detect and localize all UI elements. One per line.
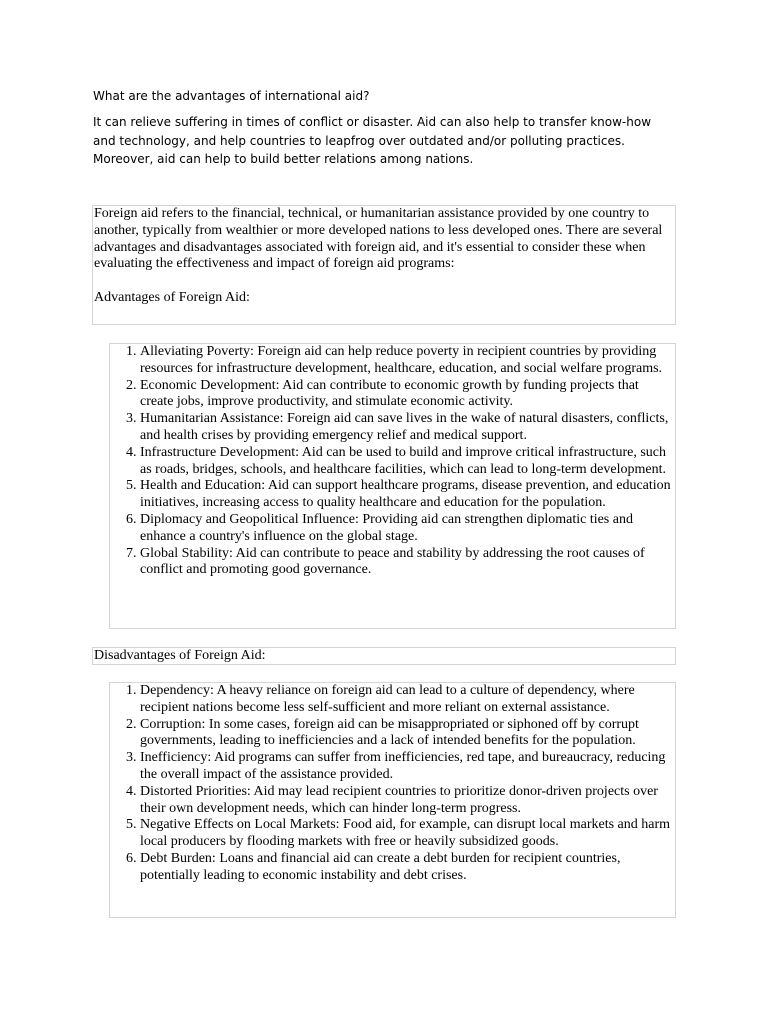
disadvantages-heading: Disadvantages of Foreign Aid: (92, 647, 676, 665)
disadvantages-list (110, 683, 675, 885)
disadvantages-list-box (109, 682, 676, 918)
list-item: 2. Corruption: In some cases, foreign aid can be misappropriated or siphoned off by corrupt governments, leading to inefficiencies and a lack of intended benefits for the population. (140, 717, 671, 751)
advantages-list-box (109, 343, 676, 629)
list-item: 6. Debt Burden: Loans and financial aid can create a debt burden for recipient countries, potentially leading to economic instability and debt crises. (140, 851, 671, 885)
question-heading: What are the advantages of international aid? (93, 89, 370, 103)
list-item: 1. Dependency: A heavy reliance on foreign aid can lead to a culture of dependency, where recipient nations become less self-sufficient and more reliant on external assistance. (140, 683, 671, 717)
list-item: 1. Alleviating Poverty: Foreign aid can help reduce poverty in recipient countries by providing resources for infrastructure development, healthcare, education, and social welfare programs. (140, 344, 671, 378)
list-item: 5. Health and Education: Aid can support healthcare programs, disease prevention, and education initiatives, increasing access to quality healthcare and education for the population. (140, 478, 671, 512)
list-item: 5. Negative Effects on Local Markets: Food aid, for example, can disrupt local markets and harm local producers by flooding markets with free or heavily subsidized goods. (140, 817, 671, 851)
list-item: 6. Diplomacy and Geopolitical Influence: Providing aid can strengthen diplomatic ties and enhance a country's influence on the global stage. (140, 512, 671, 546)
intro-section (92, 205, 676, 325)
answer-paragraph: It can relieve suffering in times of conflict or disaster. Aid can also help to transfer know-how and technology, and help countries to leapfrog over outdated and/or polluting practices. Moreover, aid can help to build better relations among nations. (93, 115, 652, 166)
advantages-list (110, 344, 675, 579)
list-item: 4. Distorted Priorities: Aid may lead recipient countries to prioritize donor-driven projects over their own development needs, which can hinder long-term progress. (140, 784, 671, 818)
list-item: 7. Global Stability: Aid can contribute to peace and stability by addressing the root causes of conflict and promoting good governance. (140, 546, 671, 580)
list-item: 4. Infrastructure Development: Aid can be used to build and improve critical infrastructure, such as roads, bridges, schools, and healthcare facilities, which can lead to long-term development. (140, 445, 671, 479)
list-item: 2. Economic Development: Aid can contribute to economic growth by funding projects that create jobs, improve productivity, and stimulate economic activity. (140, 378, 671, 412)
list-item: 3. Humanitarian Assistance: Foreign aid can save lives in the wake of natural disasters, conflicts, and health crises by providing emergency relief and medical support. (140, 411, 671, 445)
intro-paragraph: Foreign aid refers to the financial, technical, or humanitarian assistance provided by one country to another, typically from wealthier or more developed nations to less developed ones. There are several advantages and disadvantages associated with foreign aid, and it's essential to consider these when evaluating the effectiveness and impact of foreign aid programs: (94, 206, 663, 272)
advantages-heading: Advantages of Foreign Aid: (94, 289, 250, 305)
list-item: 3. Inefficiency: Aid programs can suffer from inefficiencies, red tape, and bureaucracy, reducing the overall impact of the assistance provided. (140, 750, 671, 784)
